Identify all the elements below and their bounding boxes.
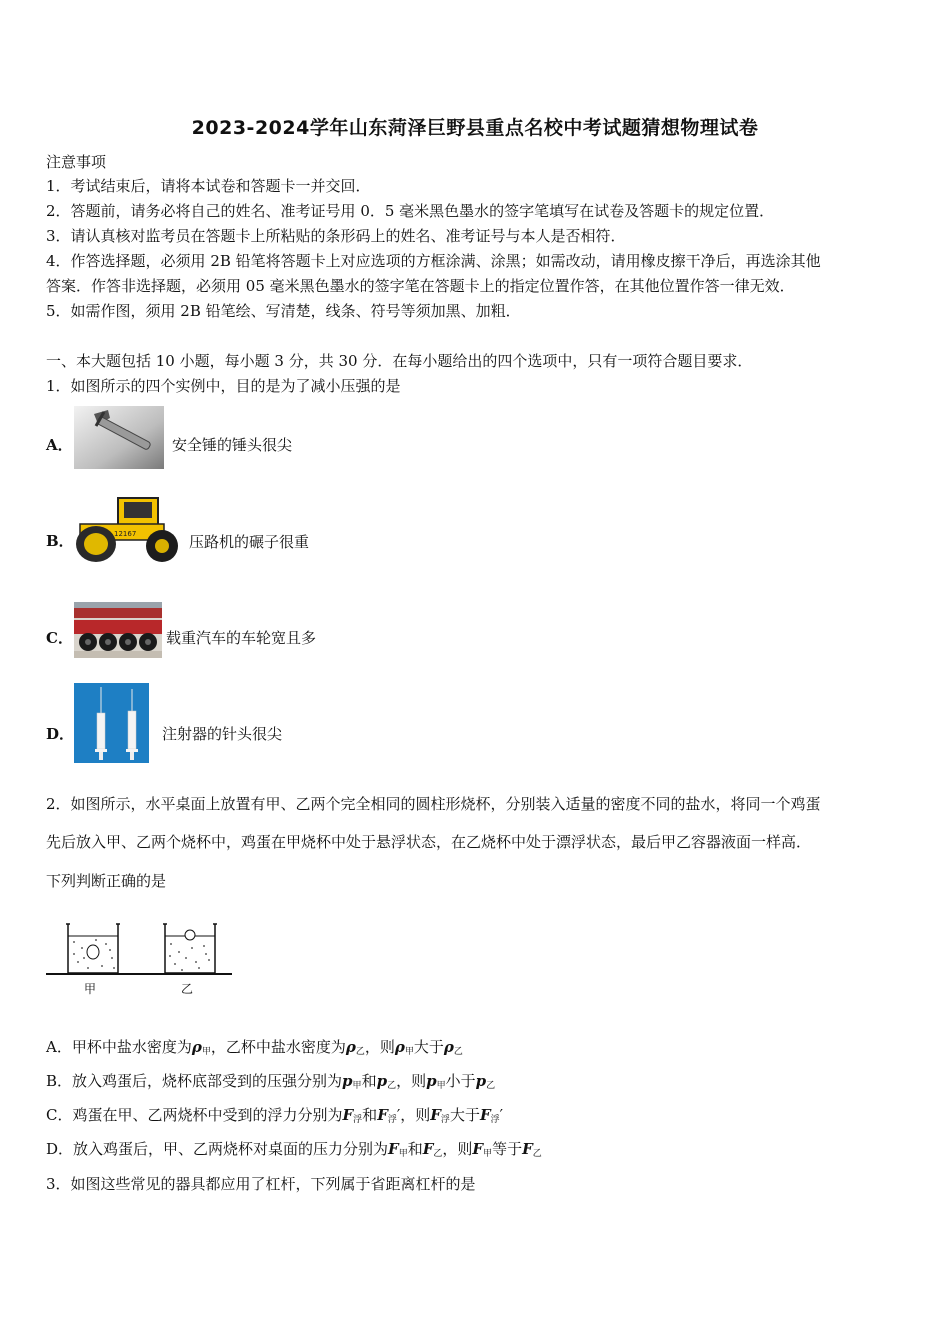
- question-1-stem: 1．如图所示的四个实例中，目的是为了减小压强的是: [46, 377, 401, 395]
- road-roller-image: [74, 492, 186, 566]
- notice-item: 答案．作答非选择题，必须用 05 毫米黑色墨水的签字笔在答题卡上的指定位置作答，在其他位置作答一律无效．: [46, 277, 795, 295]
- q2-option-d: D．放入鸡蛋后，甲、乙两烧杯对桌面的压力分别为$F_甲$和$F_乙$，则$F_甲$等于$F_乙$: [46, 1140, 542, 1159]
- option-text-d: 注射器的针头很尖: [162, 725, 283, 743]
- notice-item: 1．考试结束后，请将本试卷和答题卡一并交回．: [46, 177, 371, 195]
- notice-item: 5．如需作图，须用 2B 铅笔绘、写清楚，线条、符号等须加黑、加粗．: [46, 302, 521, 320]
- question-2-line: 下列判断正确的是: [46, 872, 167, 890]
- truck-image: [74, 602, 162, 658]
- option-label: C．: [46, 1106, 73, 1124]
- beaker-figure: [44, 918, 234, 998]
- question-2-line: 先后放入甲、乙两个烧杯中，鸡蛋在甲烧杯中处于悬浮状态，在乙烧杯中处于漂浮状态，最后甲乙容器液面一样高．: [46, 833, 812, 851]
- option-label-d: D．: [46, 725, 75, 743]
- notice-heading: 注意事项: [46, 153, 107, 171]
- option-label-a: A．: [46, 436, 73, 454]
- q2-option-b: B．放入鸡蛋后，烧杯底部受到的压强分别为$p_甲$和$p_乙$，则$p_甲$小于$p_乙$: [46, 1072, 496, 1091]
- option-label: B．: [46, 1072, 73, 1090]
- option-label-c: C．: [46, 629, 73, 647]
- page-title: 2023-2024学年山东菏泽巨野县重点名校中考试题猜想物理试卷: [191, 117, 759, 139]
- option-text-a: 安全锤的锤头很尖: [172, 436, 293, 454]
- q2-option-c: C．鸡蛋在甲、乙两烧杯中受到的浮力分别为$F_浮$和$F_浮'$，则$F_浮$大于$F_浮'$: [46, 1106, 504, 1125]
- section-heading: 一、本大题包括 10 小题，每小题 3 分，共 30 分．在每小题给出的四个选项中，只有一项符合题目要求．: [46, 352, 753, 370]
- option-text-b: 压路机的碾子很重: [189, 533, 310, 551]
- svg-text:12167: 12167: [114, 530, 137, 538]
- option-label: A．: [46, 1038, 72, 1056]
- option-label: D．: [46, 1140, 74, 1158]
- q2-option-a: A．甲杯中盐水密度为$\rho_甲$，乙杯中盐水密度为$\rho_乙$，则$\rho_甲$大于$\rho_乙$: [46, 1038, 463, 1057]
- notice-item: 2．答题前，请务必将自己的姓名、准考证号用 0．5 毫米黑色墨水的签字笔填写在试卷及答题卡的规定位置．: [46, 202, 775, 220]
- question-3-stem: 3．如图这些常见的器具都应用了杠杆，下列属于省距离杠杆的是: [46, 1175, 476, 1193]
- syringe-image: [74, 683, 149, 763]
- option-text-c: 载重汽车的车轮宽且多: [166, 629, 317, 647]
- question-2-line: 2．如图所示，水平桌面上放置有甲、乙两个完全相同的圆柱形烧杯，分别装入适量的密度不同的盐水，将同一个鸡蛋: [46, 795, 821, 813]
- option-label-b: B．: [46, 532, 74, 550]
- beaker-label-jia: 甲: [84, 982, 97, 996]
- beaker-label-yi: 乙: [181, 982, 194, 996]
- notice-item: 3．请认真核对监考员在答题卡上所粘贴的条形码上的姓名、准考证号与本人是否相符．: [46, 227, 626, 245]
- hammer-image: [74, 406, 164, 469]
- notice-item: 4．作答选择题，必须用 2B 铅笔将答题卡上对应选项的方框涂满、涂黑；如需改动，请用橡皮擦干净后，再选涂其他: [46, 252, 821, 270]
